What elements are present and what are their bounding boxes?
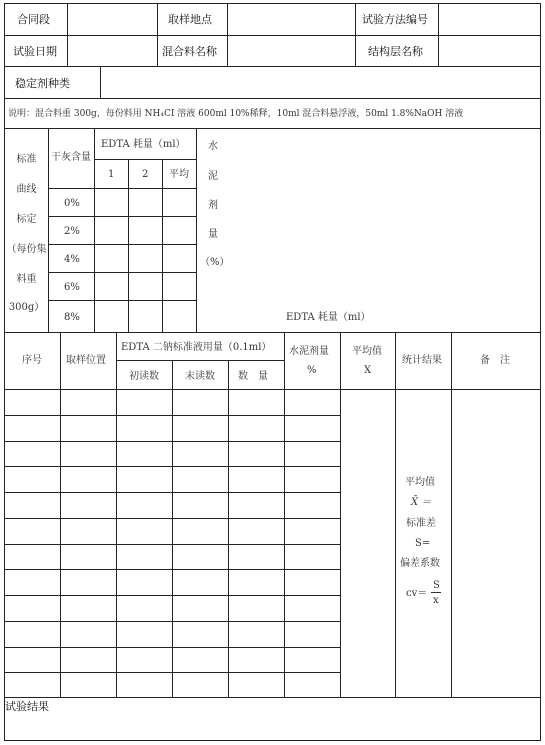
- table-cell[interactable]: [228, 492, 285, 519]
- edta-cell[interactable]: [162, 272, 197, 301]
- remark-column[interactable]: [451, 389, 541, 698]
- table-cell[interactable]: [60, 647, 117, 673]
- lime-row-2: [48, 244, 95, 273]
- contract-field[interactable]: [67, 3, 158, 36]
- final-header: [172, 360, 229, 390]
- table-cell[interactable]: [172, 466, 229, 493]
- stats-column: [395, 389, 452, 698]
- date-label: 试验日期: [13, 45, 57, 58]
- edta-header: EDTA 耗量（ml）: [101, 139, 186, 150]
- edta-sub-1-label: 1: [108, 169, 115, 180]
- edta-cell[interactable]: [162, 216, 197, 245]
- initial-label: 初读数: [129, 371, 159, 382]
- layer-field[interactable]: [438, 35, 541, 67]
- edta-cell[interactable]: [128, 272, 163, 301]
- table-cell[interactable]: [60, 544, 117, 570]
- y-char-5: （%）: [200, 257, 230, 268]
- table-cell[interactable]: [116, 544, 173, 570]
- stats-cv-fraction-bar: [431, 592, 441, 593]
- y-char-2: 泥: [208, 171, 218, 182]
- calibration-graph-area: [196, 128, 541, 333]
- edta-group-header: [116, 332, 285, 361]
- table-cell[interactable]: [172, 441, 229, 467]
- table-cell[interactable]: [284, 389, 341, 416]
- table-cell[interactable]: [116, 595, 173, 622]
- stats-cv-label: 偏差系数: [400, 558, 440, 569]
- result-cell[interactable]: [4, 697, 541, 741]
- lime-header-cell: [48, 128, 95, 189]
- method-label-cell: [355, 3, 439, 36]
- table-cell[interactable]: [172, 569, 229, 596]
- table-cell[interactable]: [284, 518, 341, 545]
- note-cell: [4, 98, 541, 129]
- table-cell[interactable]: [116, 466, 173, 493]
- table-cell[interactable]: [284, 647, 341, 673]
- edta-cell[interactable]: [94, 188, 129, 217]
- stats-xbar: X̄ ＝: [411, 497, 432, 508]
- table-cell[interactable]: [172, 595, 229, 622]
- table-cell[interactable]: [4, 389, 61, 416]
- contract-label-cell: [4, 3, 68, 36]
- lime-row-0: [48, 188, 95, 217]
- table-cell[interactable]: [172, 672, 229, 699]
- table-cell[interactable]: [116, 621, 173, 648]
- table-cell[interactable]: [4, 492, 61, 519]
- remark-header-label: 备 注: [480, 355, 510, 366]
- table-cell[interactable]: [60, 569, 117, 596]
- table-cell[interactable]: [116, 672, 173, 699]
- table-cell[interactable]: [228, 647, 285, 673]
- table-cell[interactable]: [228, 415, 285, 442]
- table-cell[interactable]: [228, 621, 285, 648]
- table-cell[interactable]: [284, 672, 341, 699]
- table-cell[interactable]: [60, 441, 117, 467]
- edta-cell[interactable]: [162, 300, 197, 333]
- stats-header: [395, 332, 452, 390]
- stats-header-label: 统计结果: [402, 355, 442, 366]
- table-cell[interactable]: [172, 647, 229, 673]
- table-cell[interactable]: [228, 441, 285, 467]
- table-cell[interactable]: [228, 544, 285, 570]
- lime-row-1: [48, 216, 95, 245]
- seq-header: [4, 332, 61, 390]
- mix-name-field[interactable]: [227, 35, 356, 67]
- lime-row-4: [48, 300, 95, 333]
- table-cell[interactable]: [60, 595, 117, 622]
- stats-cv: cv＝: [406, 588, 428, 599]
- table-cell[interactable]: [4, 672, 61, 699]
- table-cell[interactable]: [60, 518, 117, 545]
- y-char-1: 水: [208, 141, 218, 152]
- table-cell[interactable]: [60, 672, 117, 699]
- stats-avg-label: 平均值: [405, 477, 435, 488]
- initial-header: [116, 360, 173, 390]
- cement-label-2: %: [307, 365, 317, 376]
- final-label: 末读数: [185, 371, 215, 382]
- side-line-3: 标定: [16, 214, 37, 225]
- note-text: 说明：混合料重 300g，每份料用 NH₄CI 溶液 600ml 10%稀释，10ml 混合料悬浮液，50ml 1.8%NaOH 溶液: [8, 109, 464, 119]
- table-cell[interactable]: [284, 569, 341, 596]
- table-cell[interactable]: [228, 389, 285, 416]
- position-header-label: 取样位置: [66, 355, 106, 366]
- table-cell[interactable]: [60, 466, 117, 493]
- table-cell[interactable]: [116, 389, 173, 416]
- lime-header: 干灰含量: [51, 152, 91, 163]
- stats-std-label: 标准差: [406, 518, 436, 529]
- table-cell[interactable]: [284, 595, 341, 622]
- cement-label-1: 水泥剂量: [289, 346, 329, 357]
- table-cell[interactable]: [4, 647, 61, 673]
- mix-name-label-cell: [157, 35, 228, 67]
- date-field[interactable]: [67, 35, 158, 67]
- table-cell[interactable]: [60, 415, 117, 442]
- location-label: 取样地点: [168, 13, 212, 26]
- edta-cell[interactable]: [128, 216, 163, 245]
- stats-cv-numerator: S: [433, 580, 440, 591]
- stats-cv-denominator: x: [433, 595, 439, 606]
- method-label: 试验方法编号: [362, 13, 428, 26]
- table-cell[interactable]: [4, 569, 61, 596]
- lime-row-3-label: 6%: [64, 282, 80, 293]
- table-cell[interactable]: [4, 415, 61, 442]
- mix-name-label: 混合料名称: [162, 45, 217, 58]
- table-cell[interactable]: [116, 569, 173, 596]
- avg-label-2: X: [364, 365, 372, 376]
- lime-row-2-label: 4%: [64, 254, 80, 265]
- table-cell[interactable]: [284, 441, 341, 467]
- y-char-4: 量: [208, 229, 218, 240]
- side-line-5: 料重: [16, 274, 37, 285]
- stats-s: S=: [415, 538, 431, 549]
- table-cell[interactable]: [116, 647, 173, 673]
- graph-x-axis-label: EDTA 耗量（ml）: [286, 312, 371, 323]
- edta-cell[interactable]: [94, 272, 129, 301]
- table-cell[interactable]: [60, 492, 117, 519]
- lime-row-3: [48, 272, 95, 301]
- table-cell[interactable]: [284, 492, 341, 519]
- table-cell[interactable]: [4, 621, 61, 648]
- edta-cell[interactable]: [128, 188, 163, 217]
- table-cell[interactable]: [172, 544, 229, 570]
- table-cell[interactable]: [172, 518, 229, 545]
- side-line-6: 300g）: [8, 302, 45, 313]
- lime-row-1-label: 2%: [64, 226, 80, 237]
- stabilizer-label: 稳定剂种类: [15, 77, 70, 90]
- table-cell[interactable]: [116, 441, 173, 467]
- table-cell[interactable]: [228, 672, 285, 699]
- avg-label-1: 平均值: [352, 346, 382, 357]
- stabilizer-field[interactable]: [100, 66, 541, 99]
- table-cell[interactable]: [172, 492, 229, 519]
- contract-label: 合同段: [17, 13, 50, 26]
- table-cell[interactable]: [60, 621, 117, 648]
- seq-header-label: 序号: [22, 355, 42, 366]
- table-cell[interactable]: [228, 518, 285, 545]
- side-line-1: 标准: [16, 154, 37, 165]
- avg-column[interactable]: [340, 389, 396, 698]
- amount-label: 数 量: [238, 371, 268, 382]
- edta-sub-avg-label: 平均: [169, 169, 189, 180]
- table-cell[interactable]: [116, 415, 173, 442]
- table-cell[interactable]: [284, 415, 341, 442]
- table-cell[interactable]: [228, 595, 285, 622]
- side-line-2: 曲线: [16, 184, 37, 195]
- table-cell[interactable]: [4, 466, 61, 493]
- layer-label-cell: [355, 35, 439, 67]
- position-header: [60, 332, 117, 390]
- lime-row-4-label: 8%: [64, 312, 80, 323]
- edta-sub-2: [128, 159, 163, 189]
- table-cell[interactable]: [116, 492, 173, 519]
- table-cell[interactable]: [284, 466, 341, 493]
- table-cell[interactable]: [4, 441, 61, 467]
- edta-cell[interactable]: [162, 188, 197, 217]
- edta-cell[interactable]: [94, 300, 129, 333]
- table-cell[interactable]: [4, 518, 61, 545]
- stabilizer-label-cell: [4, 66, 101, 99]
- edta-cell[interactable]: [94, 244, 129, 273]
- table-cell[interactable]: [228, 466, 285, 493]
- remark-header: [451, 332, 541, 390]
- table-cell[interactable]: [284, 621, 341, 648]
- avg-header: [340, 332, 396, 390]
- edta-group-label: EDTA 二钠标准液用量（0.1ml）: [121, 342, 272, 353]
- side-line-4: （每份集: [6, 244, 47, 255]
- result-label: 试验结果: [5, 700, 49, 713]
- date-label-cell: [4, 35, 68, 67]
- lime-row-0-label: 0%: [64, 198, 80, 209]
- table-cell[interactable]: [4, 544, 61, 570]
- table-cell[interactable]: [116, 518, 173, 545]
- y-char-3: 剂: [208, 200, 218, 211]
- edta-sub-2-label: 2: [142, 169, 149, 180]
- table-cell[interactable]: [228, 569, 285, 596]
- edta-sub-1: [94, 159, 129, 189]
- table-cell[interactable]: [172, 415, 229, 442]
- edta-cell[interactable]: [94, 216, 129, 245]
- table-cell[interactable]: [4, 595, 61, 622]
- edta-sub-avg: [162, 159, 197, 189]
- amount-header: [228, 360, 285, 390]
- cement-header: [284, 332, 341, 390]
- edta-cell[interactable]: [128, 300, 163, 333]
- table-cell[interactable]: [172, 389, 229, 416]
- edta-cell[interactable]: [162, 244, 197, 273]
- location-field[interactable]: [227, 3, 356, 36]
- table-cell[interactable]: [60, 389, 117, 416]
- layer-label: 结构层名称: [368, 45, 423, 58]
- table-cell[interactable]: [284, 544, 341, 570]
- edta-header-cell: [94, 128, 197, 160]
- table-cell[interactable]: [172, 621, 229, 648]
- location-label-cell: [157, 3, 228, 36]
- edta-cell[interactable]: [128, 244, 163, 273]
- method-field[interactable]: [438, 3, 541, 36]
